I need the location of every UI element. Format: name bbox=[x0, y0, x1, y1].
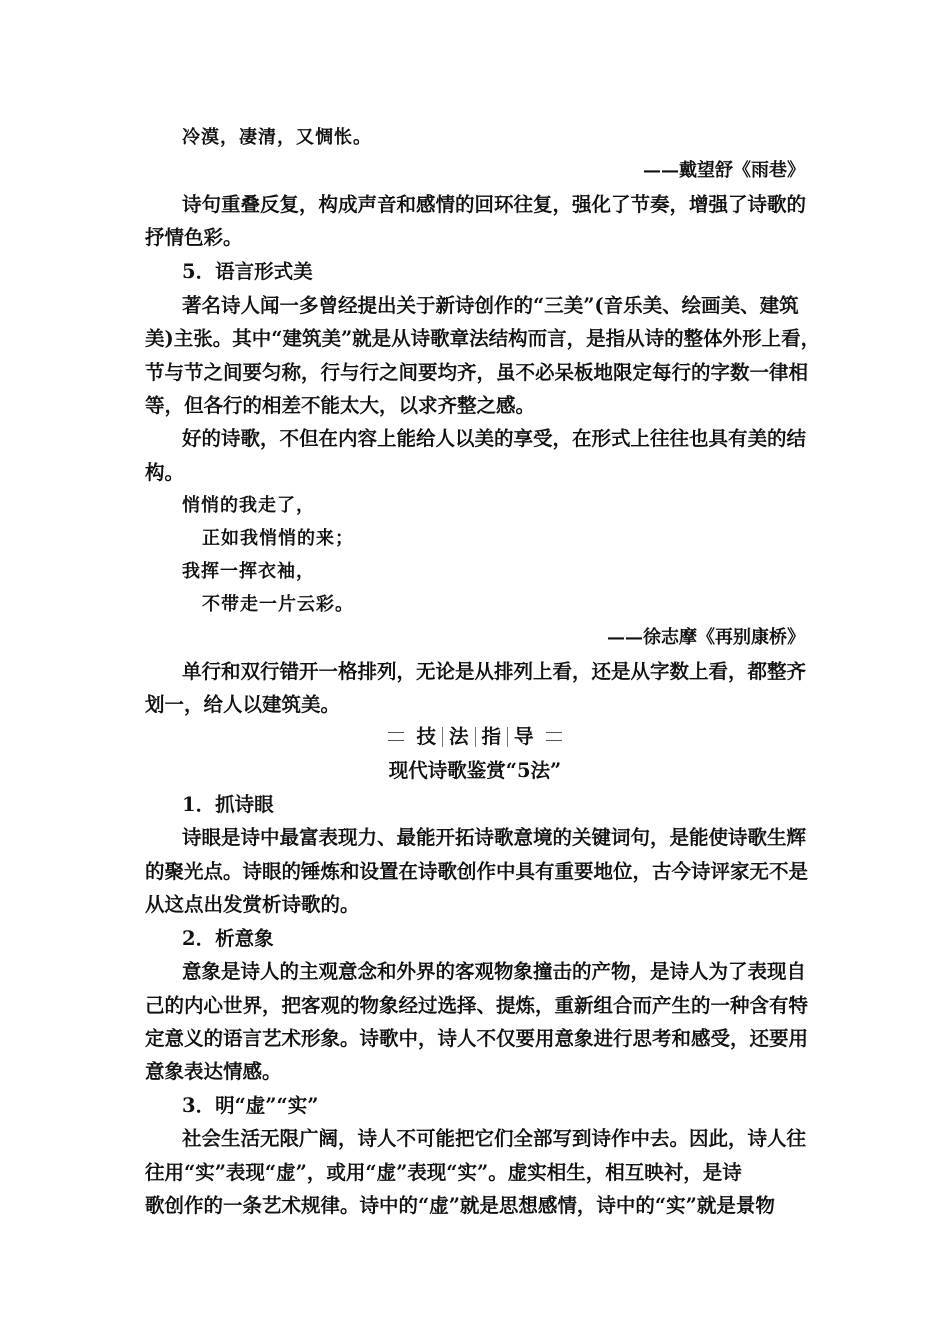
paragraph-line: 意象表达情感。 bbox=[145, 1060, 282, 1083]
banner-text: 技 法 指 导 bbox=[410, 720, 539, 753]
paragraph-line: 抒情色彩。 bbox=[145, 226, 243, 249]
section-banner bbox=[145, 720, 805, 753]
paragraph-line: 划一，给人以建筑美。 bbox=[145, 693, 341, 716]
poem-line: 冷漠，凄清，又惆怅。 bbox=[182, 127, 372, 148]
poem-line: 悄悄的我走了， bbox=[182, 495, 315, 516]
paragraph-line: 己的内心世界，把客观的物象经过选择、提炼，重新组合而产生的一种含有特 bbox=[145, 994, 809, 1017]
poem-line: 正如我悄悄的来； bbox=[202, 528, 354, 549]
method-heading: 2．析意象 bbox=[182, 927, 274, 950]
paragraph-line: 从这点出发赏析诗歌的。 bbox=[145, 893, 360, 916]
paragraph-line: 美)主张。其中“建筑美”就是从诗歌章法结构而言，是指从诗的整体外形上看， bbox=[145, 327, 821, 350]
poem-line: 我挥一挥衣袖， bbox=[182, 561, 315, 582]
paragraph-line: 好的诗歌，不但在内容上能给人以美的享受，在形式上往往也具有美的结 bbox=[182, 427, 807, 450]
poem-line: 不带走一片云彩。 bbox=[202, 594, 354, 615]
paragraph-line: 定意义的语言艺术形象。诗歌中，诗人不仅要用意象进行思考和感受，还要用 bbox=[145, 1027, 809, 1050]
poem-attribution: ——徐志摩《再别康桥》 bbox=[607, 627, 805, 648]
section-title: 现代诗歌鉴赏“5法” bbox=[388, 759, 562, 782]
banner-rule-left bbox=[388, 732, 404, 741]
section-heading: 5．语言形式美 bbox=[182, 260, 313, 283]
paragraph-line: 歌创作的一条艺术规律。诗中的“虚”就是思想感情，诗中的“实”就是景物 bbox=[145, 1194, 775, 1217]
paragraph-line: 意象是诗人的主观意念和外界的客观物象撞击的产物，是诗人为了表现自 bbox=[182, 960, 807, 983]
paragraph-line: 往用“实”表现“虚”，或用“虚”表现“实”。虚实相生，相互映衬，是诗 bbox=[145, 1161, 742, 1184]
paragraph-line: 诗眼是诗中最富表现力、最能开拓诗歌意境的关键词句，是能使诗歌生辉 bbox=[182, 826, 807, 849]
paragraph-line: 著名诗人闻一多曾经提出关于新诗创作的“三美”(音乐美、绘画美、建筑 bbox=[182, 294, 799, 317]
paragraph-line: 社会生活无限广阔，诗人不可能把它们全部写到诗作中去。因此，诗人往 bbox=[182, 1127, 807, 1150]
paragraph-line: 等，但各行的相差不能太大，以求齐整之感。 bbox=[145, 394, 536, 417]
paragraph-line: 单行和双行错开一格排列，无论是从排列上看，还是从字数上看，都整齐 bbox=[182, 660, 807, 683]
paragraph-line: 诗句重叠反复，构成声音和感情的回环往复，强化了节奏，增强了诗歌的 bbox=[182, 193, 807, 216]
method-heading: 1．抓诗眼 bbox=[182, 793, 274, 816]
banner-rule-right bbox=[546, 732, 562, 741]
paragraph-line: 的聚光点。诗眼的锤炼和设置在诗歌创作中具有重要地位，古今诗评家无不是 bbox=[145, 860, 809, 883]
paragraph-line: 构。 bbox=[145, 461, 185, 484]
poem-attribution: ——戴望舒《雨巷》 bbox=[643, 160, 805, 181]
paragraph-line: 节与节之间要匀称，行与行之间要均齐，虽不必呆板地限定每行的字数一律相 bbox=[145, 361, 809, 384]
method-heading: 3．明“虚”“实” bbox=[182, 1094, 319, 1117]
